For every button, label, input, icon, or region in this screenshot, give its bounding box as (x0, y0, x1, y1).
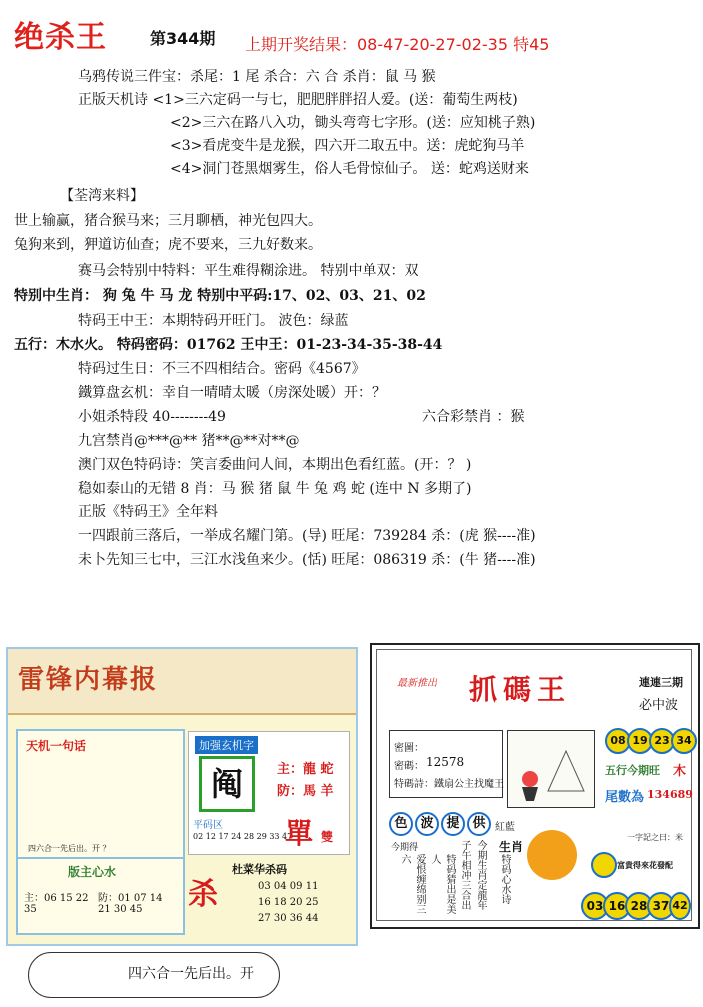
col-text-2: 特码猜出是美人 (429, 854, 455, 914)
weishu-value: 134689 (647, 788, 693, 801)
jinqi-label: 今期得 (391, 843, 419, 853)
pingma-label: 平码区 (193, 820, 223, 831)
mima-label: 密碼： (394, 761, 424, 772)
sha-row-2: 16 18 20 25 (258, 897, 319, 908)
fang-label: 防：馬 羊 (277, 784, 334, 799)
bottom-ball-1: 03 (581, 892, 609, 920)
seba-value: 紅藍 (495, 822, 515, 833)
top-ball-4: 34 (671, 728, 697, 754)
sha-box (188, 859, 348, 935)
col-text-3: 子午相冲三合出 (459, 840, 470, 910)
zhu-label: 主：龍 蛇 (277, 762, 334, 777)
seba-4: 供 (467, 812, 491, 836)
big-char: 阄 (199, 756, 255, 812)
verse-label: 一字記之曰：米 (627, 833, 683, 842)
leifeng-title: 雷锋内幕报 (18, 665, 159, 695)
text-line-4: <3>看虎变牛是龙猴，四六开二取五中。送：虎蛇狗马羊 (170, 138, 525, 154)
must-label: 必中波 (639, 698, 679, 713)
sha-char: 杀 (188, 877, 218, 912)
text-line-18: 澳门双色特码诗：笑言委曲问人间，本期出色看红蓝。(开：？ ) (78, 457, 472, 473)
small-note: 四六合一先后出。开 ？ (28, 844, 111, 853)
text-line-20: 正版《特码王》全年料 (78, 504, 218, 520)
top-ball-3: 23 (649, 728, 675, 754)
top-ball-1: 08 (605, 728, 631, 754)
zhuamawang-inner (376, 649, 692, 921)
last-result: 上期开奖结果：08-47-20-27-02-35 特45 (245, 35, 550, 54)
text-line-2: 正版天机诗 <1>三六定码一与七，肥肥胖胖招人爱。(送：葡萄生两枝) (78, 92, 518, 108)
dan-char: 單 (285, 817, 314, 850)
text-line-1: 乌鸦传说三件宝：杀尾：1 尾 杀合：六 合 杀肖：鼠 马 猴 (78, 69, 436, 85)
col-text-4: 今期生肖定龍年 (475, 840, 486, 910)
pingma-numbers: 02 12 17 24 28 29 33 47 (193, 832, 293, 841)
xinshui-title: 版主心水 (68, 865, 117, 879)
col-text-1: 爱恨缠绵别三六 (399, 854, 425, 914)
issue-number: 第344期 (150, 29, 216, 48)
text-line-15: 小姐杀特段 40--------49 (78, 409, 226, 425)
top-ball-2: 19 (627, 728, 653, 754)
text-line-21: 一四跟前三落后，一举成名耀门第。(导) 旺尾：739284 杀：(虎 猴----准) (78, 528, 536, 544)
shamahua-title: 杜菜华杀码 (232, 863, 287, 876)
zhu-numbers: 主：06 15 22 35 (24, 893, 89, 915)
temashi-value: 鐵扇公主找魔王 (434, 779, 504, 790)
tianji-label: 天机一句话 (26, 739, 87, 753)
cloud-text: 四六合一先后出。开 (128, 966, 254, 982)
text-line-19: 稳如泰山的无错 8 肖：马 猴 猪 鼠 牛 兔 鸡 蛇 (连中 N 多期了) (78, 481, 472, 497)
fang-numbers: 防：01 07 14 21 30 45 (98, 893, 163, 915)
text-line-22: 未卜先知三七中，三江水浅鱼来少。(恬) 旺尾：086319 杀：(牛 猪----准) (78, 552, 536, 568)
temashi-label: 特碼詩： (394, 779, 434, 790)
seba-1: 色 (389, 812, 413, 836)
text-line-14: 鐵算盘玄机：幸自一晴晴太暖（房深处暖）开：？ (78, 385, 386, 401)
col-text-5: 特码心水诗 (499, 854, 510, 904)
text-line-9: 赛马会特别中特料：平生难得糊涂进。 特别中单双：双 (78, 263, 419, 279)
mountain-illustration (508, 731, 594, 807)
bottom-ball-3: 28 (625, 892, 653, 920)
text-line-3: <2>三六在路八入功，锄头弯弯七字形。(送：应知桃子熟) (170, 115, 536, 131)
sha-row-1: 03 04 09 11 (258, 881, 319, 892)
weishu-label: 尾數為 (605, 790, 645, 805)
page-title: 绝杀王 (14, 20, 107, 55)
seba-3: 提 (441, 812, 465, 836)
zhuamawang-title: 抓碼王 (469, 673, 572, 706)
zhuamawang-panel (370, 643, 700, 929)
text-line-11: 特码王中王：本期特码开旺门。 波色：绿蓝 (78, 313, 349, 329)
sun-illustration (527, 830, 577, 880)
text-line-12: 五行：木水火。 特码密码：01762 王中王：01-23-34-35-38-44 (14, 337, 443, 353)
wuxing-label: 五行今期旺 (605, 764, 660, 777)
leifeng-header (8, 649, 356, 715)
verse2-label: 富貴得來花發配 (617, 860, 673, 870)
bottom-ball-5: 42 (669, 892, 691, 920)
streak-label: 連連三期 (639, 676, 683, 689)
bottom-ball-2: 16 (603, 892, 631, 920)
text-line-7: 世上输赢，猪合猴马来；三月聊栖，神光包四大。 (14, 213, 322, 229)
shuang-char: 雙 (321, 830, 334, 844)
mitu-label: 密圖： (394, 743, 424, 754)
star-illustration (591, 852, 617, 878)
text-line-8: 兔狗来到，狎道访仙查；虎不要来，三九好数来。 (14, 237, 322, 253)
xuanji-box (188, 731, 350, 855)
latest-label: 最新推出 (397, 678, 437, 689)
mima-value: 12578 (426, 755, 465, 769)
text-line-16: 六合彩禁肖 ：猴 (422, 409, 525, 425)
seba-2: 波 (415, 812, 439, 836)
text-line-13: 特码过生日：不三不四相结合。密码《4567》 (78, 361, 366, 377)
shengxiao-label: 生肖 (499, 840, 524, 854)
sha-row-3: 27 30 36 44 (258, 913, 319, 924)
text-line-5: <4>洞门苍黑烟雾生，俗人毛骨惊仙子。 送：蛇鸡送财来 (170, 161, 529, 177)
xinshui-box (16, 857, 185, 935)
mitu-box (389, 730, 503, 798)
wuxing-value: 木 (673, 764, 687, 779)
cartoon-box (507, 730, 595, 808)
leifeng-panel (6, 647, 358, 946)
text-line-17: 九宫禁肖@***@** 猪**@**对**@ (78, 433, 300, 449)
xuanji-title: 加强玄机字 (195, 736, 258, 754)
text-line-6: 【荃湾来料】 (60, 188, 144, 204)
tianji-box (16, 729, 185, 863)
bottom-ball-4: 37 (647, 892, 675, 920)
text-line-10: 特别中生肖： 狗 兔 牛 马 龙 特别中平码:17、02、03、21、02 (14, 288, 426, 304)
